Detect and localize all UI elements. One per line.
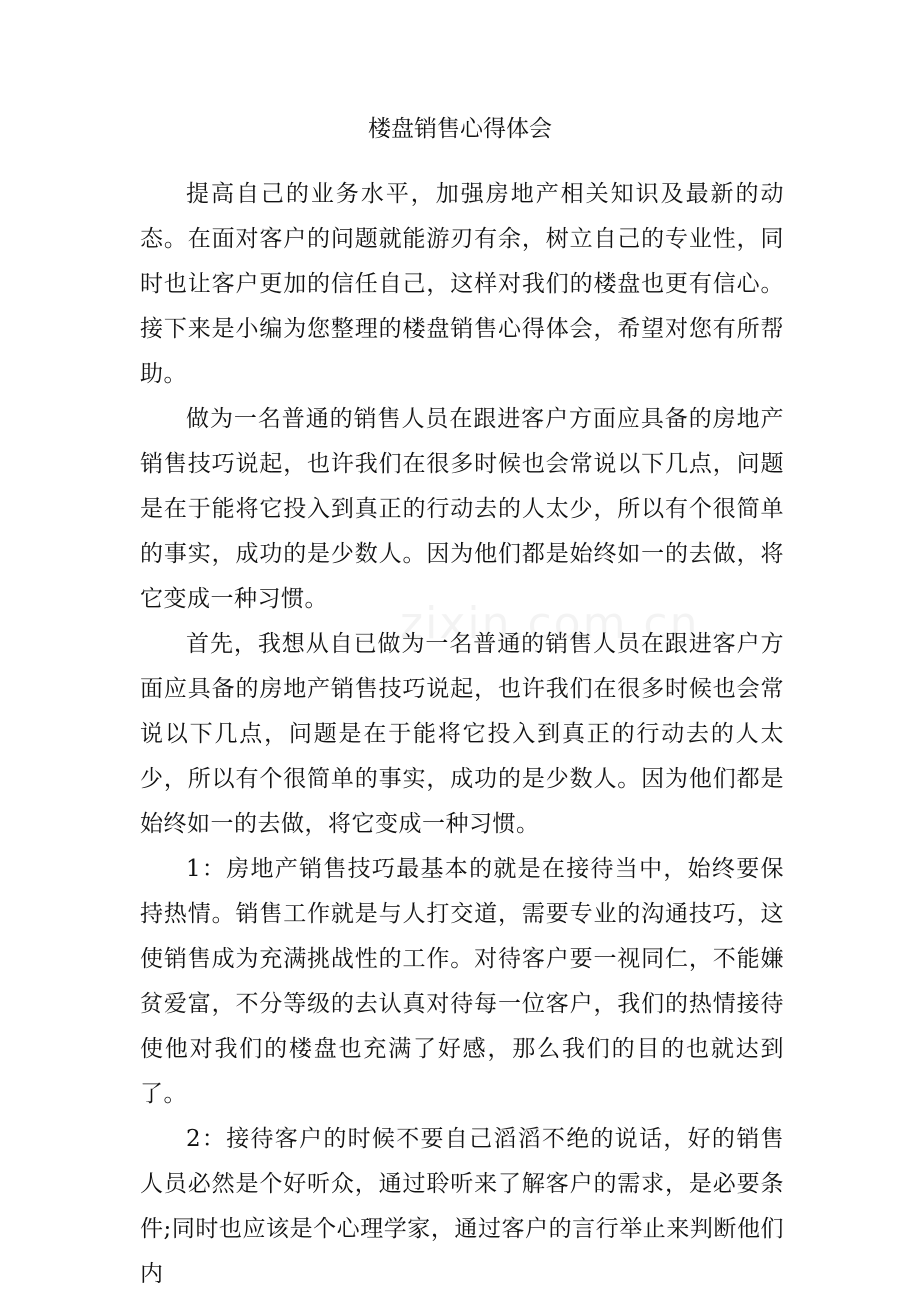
paragraph-2: 做为一名普通的销售人员在跟进客户方面应具备的房地产销售技巧说起，也许我们在很多时候也会常说以下几点，问题是在于能将它投入到真正的行动去的人太少，所以有个很简单的事实，成功的是少数人。因为他们都是始终如一的去做，将它变成一种习惯。 (140, 406, 784, 612)
paragraph-point-2: 2：接待客户的时候不要自己滔滔不绝的说话，好的销售人员必然是个好听众，通过聆听来了解客户的需求，是必要条件;同时也应该是个心理学家，通过客户的言行举止来判断他们内 (140, 1126, 784, 1287)
paragraph-intro: 提高自己的业务水平，加强房地产相关知识及最新的动态。在面对客户的问题就能游刃有余，树立自己的专业性，同时也让客户更加的信任自己，这样对我们的楼盘也更有信心。接下来是小编为您整理的楼盘销售心得体会，希望对您有所帮助。 (140, 181, 784, 387)
document-title: 楼盘销售心得体会 (368, 116, 552, 142)
paragraph-point-1: 1：房地产销售技巧最基本的就是在接待当中，始终要保持热情。销售工作就是与人打交道，需要专业的沟通技巧，这使销售成为充满挑战性的工作。对待客户要一视同仁，不能嫌贫爱富，不分等级的去认真对待每一位客户，我们的热情接待使他对我们的楼盘也充满了好感，那么我们的目的也就达到了。 (140, 856, 784, 1107)
paragraph-3: 首先，我想从自已做为一名普通的销售人员在跟进客户方面应具备的房地产销售技巧说起，也许我们在很多时候也会常说以下几点，问题是在于能将它投入到真正的行动去的人太少，所以有个很简单的事实，成功的是少数人。因为他们都是始终如一的去做，将它变成一种习惯。 (140, 631, 784, 837)
document-body (140, 172, 784, 1297)
